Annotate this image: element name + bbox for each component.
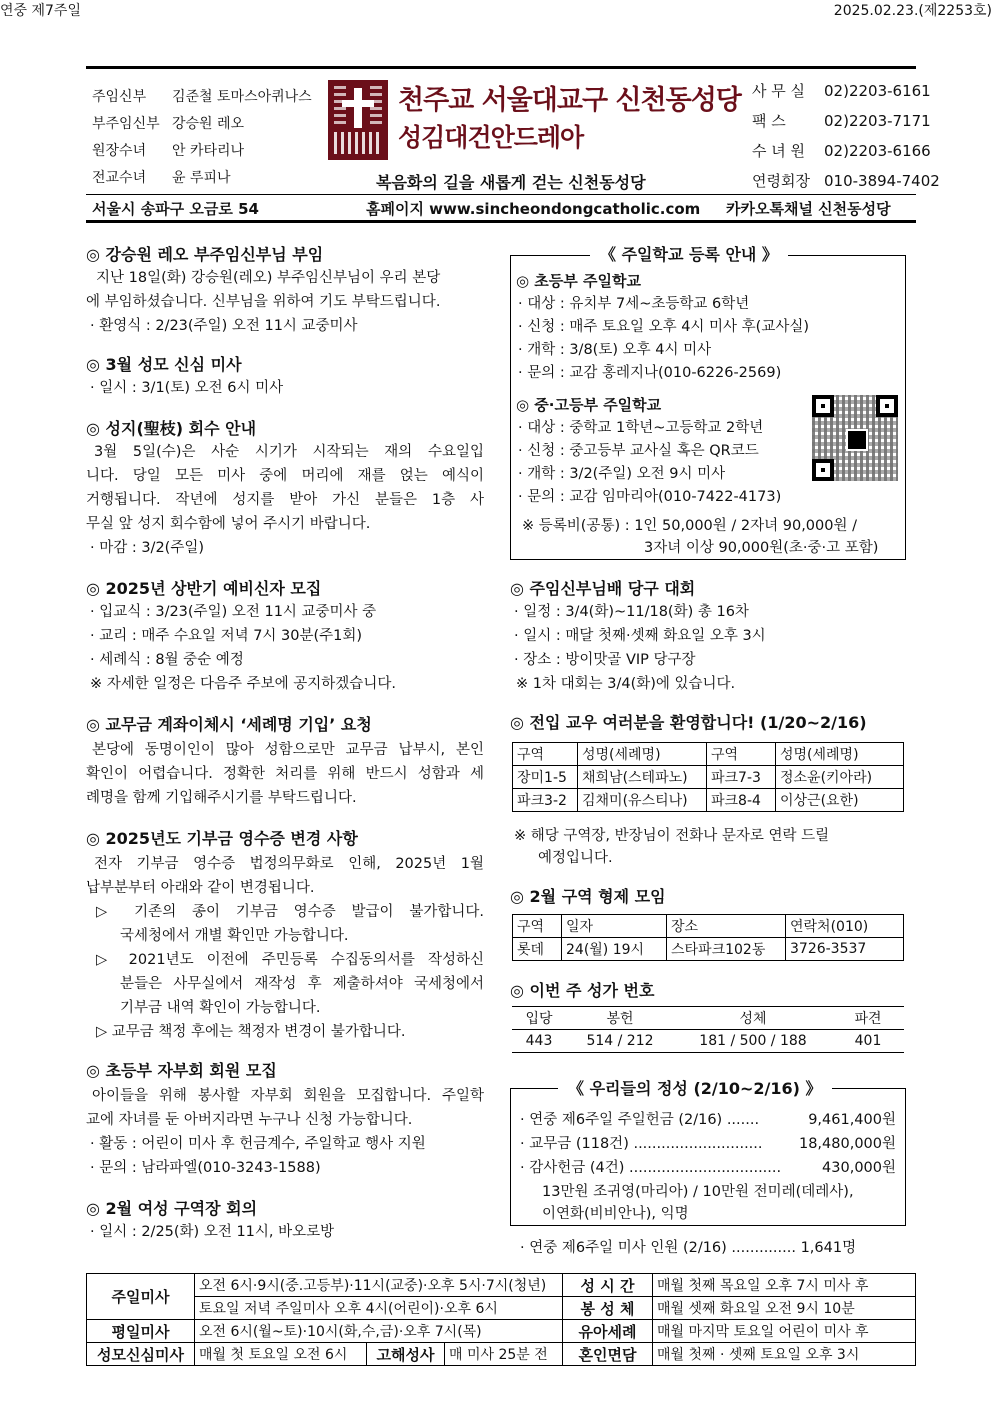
table-cell: 채희남(스테파노) [578,766,707,789]
text-line: · 일정 : 3/4(화)~11/18(화) 총 16차 [514,604,749,620]
text-line: ▷ 교무금 책정 후에는 책정자 변경이 불가합니다. [96,1024,406,1040]
text-line: 본당에 동명이인이 많아 성함으로만 교무금 납부시, 본인 [92,742,484,758]
table-header: 일자 [562,915,667,938]
table-cell: 김채미(유스티나) [578,789,707,812]
text-line: 지난 18일(화) 강승원(레오) 부주임신부님이 우리 본당 [96,270,441,286]
text-line: · 세례식 : 8월 중순 예정 [90,652,244,668]
meeting-table [512,914,904,961]
table-cell: 롯데 [513,938,562,961]
text-line: · 대상 : 유치부 7세~초등학교 6학년 [518,296,750,312]
table-cell: 파크3-2 [513,789,578,812]
offering-amount: 430,000원 [822,1156,896,1180]
schedule-label: 주일미사 [87,1274,195,1320]
schedule-label: 유아세례 [563,1320,653,1343]
issue-date: 2025.02.23.(제2253호) [833,3,992,19]
section-title: ◎ 2025년 상반기 예비신자 모집 [86,579,322,598]
table-cell: 파크7-3 [707,766,776,789]
text-line: 무실 앞 성지 회수함에 넣어 주시기 바랍니다. [86,516,371,532]
section-title: ◎ 3월 성모 신심 미사 [86,355,242,374]
section-title: ◎ 전입 교우 여러분을 환영합니다! (1/20~2/16) [510,713,867,732]
text-line: · 대상 : 중학교 1학년~고등학교 2학년 [518,420,764,436]
section-title: ◎ 강승원 레오 부주임신부님 부임 [86,245,324,264]
schedule-value: 매월 마지막 토요일 어린이 미사 후 [653,1320,916,1343]
section-title: ◎ 2025년도 기부금 영수증 변경 사항 [86,829,358,848]
table-cell: 파크8-4 [707,789,776,812]
kakao-channel[interactable]: 카카오톡채널 신천동성당 [726,200,891,218]
text-line: 확인이 어렵습니다. 정확한 처리를 위해 반드시 성함과 세 [86,766,484,782]
staff-name: 강승원 레오 [172,116,245,132]
schedule-value: 오전 6시·9시(중.고등부)·11시(교중)·오후 5시·7시(청년) [195,1274,563,1297]
schedule-value: 매 미사 25분 전 [445,1343,563,1366]
text-line: · 문의 : 교감 홍레지나(010-6226-2569) [518,365,782,381]
offering-row [520,1156,896,1180]
contact-value: 02)2203-6161 [824,82,931,100]
table-header: 구역 [707,743,776,766]
schedule-label: 혼인면담 [563,1343,653,1366]
text-line: · 개학 : 3/8(토) 오후 4시 미사 [518,342,712,358]
text-line: 니다. 당일 모든 미사 중에 머리에 재를 얹는 예식이 [86,468,484,484]
section-title: ◎ 초등부 자부회 회원 모집 [86,1061,277,1080]
staff-role: 주임신부 [92,89,147,105]
staff-list [92,84,312,192]
offering-title: 《 우리들의 정성 (2/10~2/16) 》 [558,1076,832,1099]
offering-row [520,1132,896,1156]
contact-value: 02)2203-7171 [824,112,931,130]
text-line: ※ 1차 대회는 3/4(화)에 있습니다. [516,676,736,692]
schedule-value: 매월 첫째 · 셋째 토요일 오후 3시 [653,1343,916,1366]
school-box-title: 《 주일학교 등록 안내 》 [590,242,788,265]
mass-schedule-table [86,1273,916,1366]
contact-label: 팩 스 [752,112,786,130]
table-cell: 443 [512,1030,566,1053]
table-header: 구역 [513,915,562,938]
contact-label: 수 녀 원 [752,142,806,160]
motto: 복음화의 길을 새롭게 걷는 신천동성당 [376,173,646,192]
section-title: ◎ 성지(聖枝) 회수 안내 [86,419,257,438]
text-line: 아이들을 위해 봉사할 자부회 회원을 모집합니다. 주일학 [92,1088,484,1104]
section-title: ◎ 2월 여성 구역장 회의 [86,1199,258,1218]
qr-code-icon[interactable] [812,395,898,481]
schedule-label: 성 시 간 [563,1274,653,1297]
contact-label: 연령회장 [752,172,810,190]
staff-name: 김준철 토마스아퀴나스 [172,89,312,105]
top-line [0,0,992,22]
table-header: 성명(세례명) [578,743,707,766]
text-line: · 교리 : 매주 수요일 저녁 7시 30분(주1회) [90,628,363,644]
schedule-value: 토요일 저녁 주일미사 오후 4시(어린이)·오후 6시 [195,1297,563,1320]
attendance: · 연중 제6주일 미사 인원 (2/16) .............. 1,641명 [520,1240,857,1256]
text-line: · 마감 : 3/2(주일) [90,540,204,556]
text-line: 례명을 함께 기입해주시기를 부탁드립니다. [86,790,357,806]
staff-role: 원장수녀 [92,143,147,159]
text-line: ※ 해당 구역장, 반장님이 전화나 문자로 연락 드릴 [514,828,830,844]
text-line: ▷ 2021년도 이전에 주민등록 수집동의서를 작성하신 [96,952,484,968]
staff-role: 전교수녀 [92,170,147,186]
text-line: 3자녀 이상 90,000원(초·중·고 포함) [644,540,879,556]
offering-label: · 교무금 (118건) ............................ [520,1136,763,1152]
text-line: · 개학 : 3/2(주일) 오전 9시 미사 [518,466,726,482]
offering-row [520,1108,896,1132]
text-line: 국세청에서 개별 확인만 가능합니다. [120,928,349,944]
staff-name: 안 카타리나 [172,143,245,159]
text-line: · 일시 : 매달 첫째·셋째 화요일 오후 3시 [514,628,766,644]
text-line: 거행됩니다. 작년에 성지를 받아 가신 분들은 1층 사 [86,492,484,508]
schedule-value: 매월 첫째 목요일 오후 7시 미사 후 [653,1274,916,1297]
text-line: · 입교식 : 3/23(주일) 오전 11시 교중미사 중 [90,604,377,620]
schedule-value: 매월 첫 토요일 오전 6시 [195,1343,367,1366]
table-row [512,1030,904,1053]
table-row [513,766,904,789]
table-cell: 스타파크102동 [667,938,786,961]
text-line: 예정입니다. [538,850,613,866]
welcome-table [512,742,904,812]
text-line: ▷ 기존의 종이 기부금 영수증 발급이 불가합니다. [96,904,484,920]
homepage-link[interactable]: 홈페이지 www.sincheondongcatholic.com [366,200,701,218]
table-cell: 정소윤(키아라) [776,766,904,789]
table-header: 봉헌 [566,1007,674,1030]
table-cell: 3726-3537 [786,938,904,961]
contact-value: 010-3894-7402 [824,172,940,190]
text-line: · 장소 : 방이맛골 VIP 당구장 [514,652,696,668]
table-cell: 514 / 212 [566,1030,674,1053]
text-line: 이연화(비비안나), 익명 [542,1206,689,1222]
table-cell: 이상근(요한) [776,789,904,812]
section-title: ◎ 2월 구역 형제 모임 [510,887,666,906]
table-cell: 24(월) 19시 [562,938,667,961]
text-line: · 문의 : 교감 임마리아(010-7422-4173) [518,489,782,505]
table-cell: 401 [832,1030,904,1053]
table-header: 입당 [512,1007,566,1030]
text-line: · 환영식 : 2/23(주일) 오전 11시 교중미사 [90,318,358,334]
staff-name: 윤 루피나 [172,170,231,186]
schedule-label: 고해성사 [367,1343,445,1366]
schedule-value: 매월 셋째 화요일 오전 9시 10분 [653,1297,916,1320]
text-line: 13만원 조귀영(마리아) / 10만원 전미레(데레사), [542,1184,854,1200]
text-line: · 문의 : 남라파엘(010-3243-1588) [90,1160,321,1176]
table-cell: 장미1-5 [513,766,578,789]
table-row [513,938,904,961]
table-header: 파견 [832,1007,904,1030]
table-header: 장소 [667,915,786,938]
divider [86,194,916,195]
section-title: ◎ 주임신부님배 당구 대회 [510,579,696,598]
offering-amount: 9,461,400원 [808,1112,896,1128]
schedule-value: 오전 6시(월~토)·10시(화,수,금)·오후 7시(목) [195,1320,563,1343]
contact-label: 사 무 실 [752,82,806,100]
table-header: 성명(세례명) [776,743,904,766]
text-line: 납부분부터 아래와 같이 변경됩니다. [86,880,315,896]
staff-role: 부주임신부 [92,116,160,132]
divider [86,66,916,69]
text-line: · 신청 : 중고등부 교사실 혹은 QR코드 [518,443,759,459]
table-header: 연락처(010) [786,915,904,938]
offering-amount: 18,480,000원 [799,1132,896,1156]
offering-label: · 감사헌금 (4건) ................................. [520,1160,782,1176]
text-line: · 일시 : 3/1(토) 오전 6시 미사 [90,380,284,396]
table-header: 성체 [674,1007,832,1030]
contact-list [752,76,940,196]
text-line: 기부금 내역 확인이 가능합니다. [120,1000,321,1016]
liturgical-week: 연중 제7주일 [0,3,81,19]
church-name: 천주교 서울대교구 신천동성당 [398,85,741,116]
schedule-label: 성모신심미사 [87,1343,195,1366]
divider [86,220,916,223]
church-logo-icon [328,80,388,160]
church-subtitle: 성김대건안드레아 [398,123,584,152]
offering-label: · 연중 제6주일 주일헌금 (2/16) ....... [520,1112,760,1128]
text-line: ※ 등록비(공통) : 1인 50,000원 / 2자녀 90,000원 / [522,518,857,534]
table-header: 구역 [513,743,578,766]
table-row [513,789,904,812]
schedule-label: 평일미사 [87,1320,195,1343]
text-line: 분들은 사무실에서 재작성 후 제출하셔야 국세청에서 [120,976,484,992]
text-line: 3월 5일(수)은 사순 시기가 시작되는 재의 수요일입 [94,444,484,460]
text-line: ※ 자세한 일정은 다음주 주보에 공지하겠습니다. [90,676,396,692]
section-title: ◎ 교무금 계좌이체시 ‘세례명 기입’ 요청 [86,715,372,734]
subsection-title: ◎ 초등부 주일학교 [516,272,641,290]
text-line: 전자 기부금 영수증 법정의무화로 인해, 2025년 1월 [94,856,484,872]
table-cell: 181 / 500 / 188 [674,1030,832,1053]
hymn-table [512,1006,904,1053]
text-line: 교에 자녀를 둔 아버지라면 누구나 신청 가능합니다. [86,1112,413,1128]
schedule-label: 봉 성 체 [563,1297,653,1320]
subsection-title: ◎ 중·고등부 주일학교 [516,396,662,414]
text-line: · 신청 : 매주 토요일 오후 4시 미사 후(교사실) [518,319,810,335]
section-title: ◎ 이번 주 성가 번호 [510,981,655,1000]
text-line: · 일시 : 2/25(화) 오전 11시, 바오로방 [90,1224,335,1240]
text-line: 에 부임하셨습니다. 신부님을 위하여 기도 부탁드립니다. [86,294,441,310]
text-line: · 활동 : 어린이 미사 후 헌금계수, 주일학교 행사 지원 [90,1136,426,1152]
address: 서울시 송파구 오금로 54 [92,200,259,218]
contact-value: 02)2203-6166 [824,142,931,160]
